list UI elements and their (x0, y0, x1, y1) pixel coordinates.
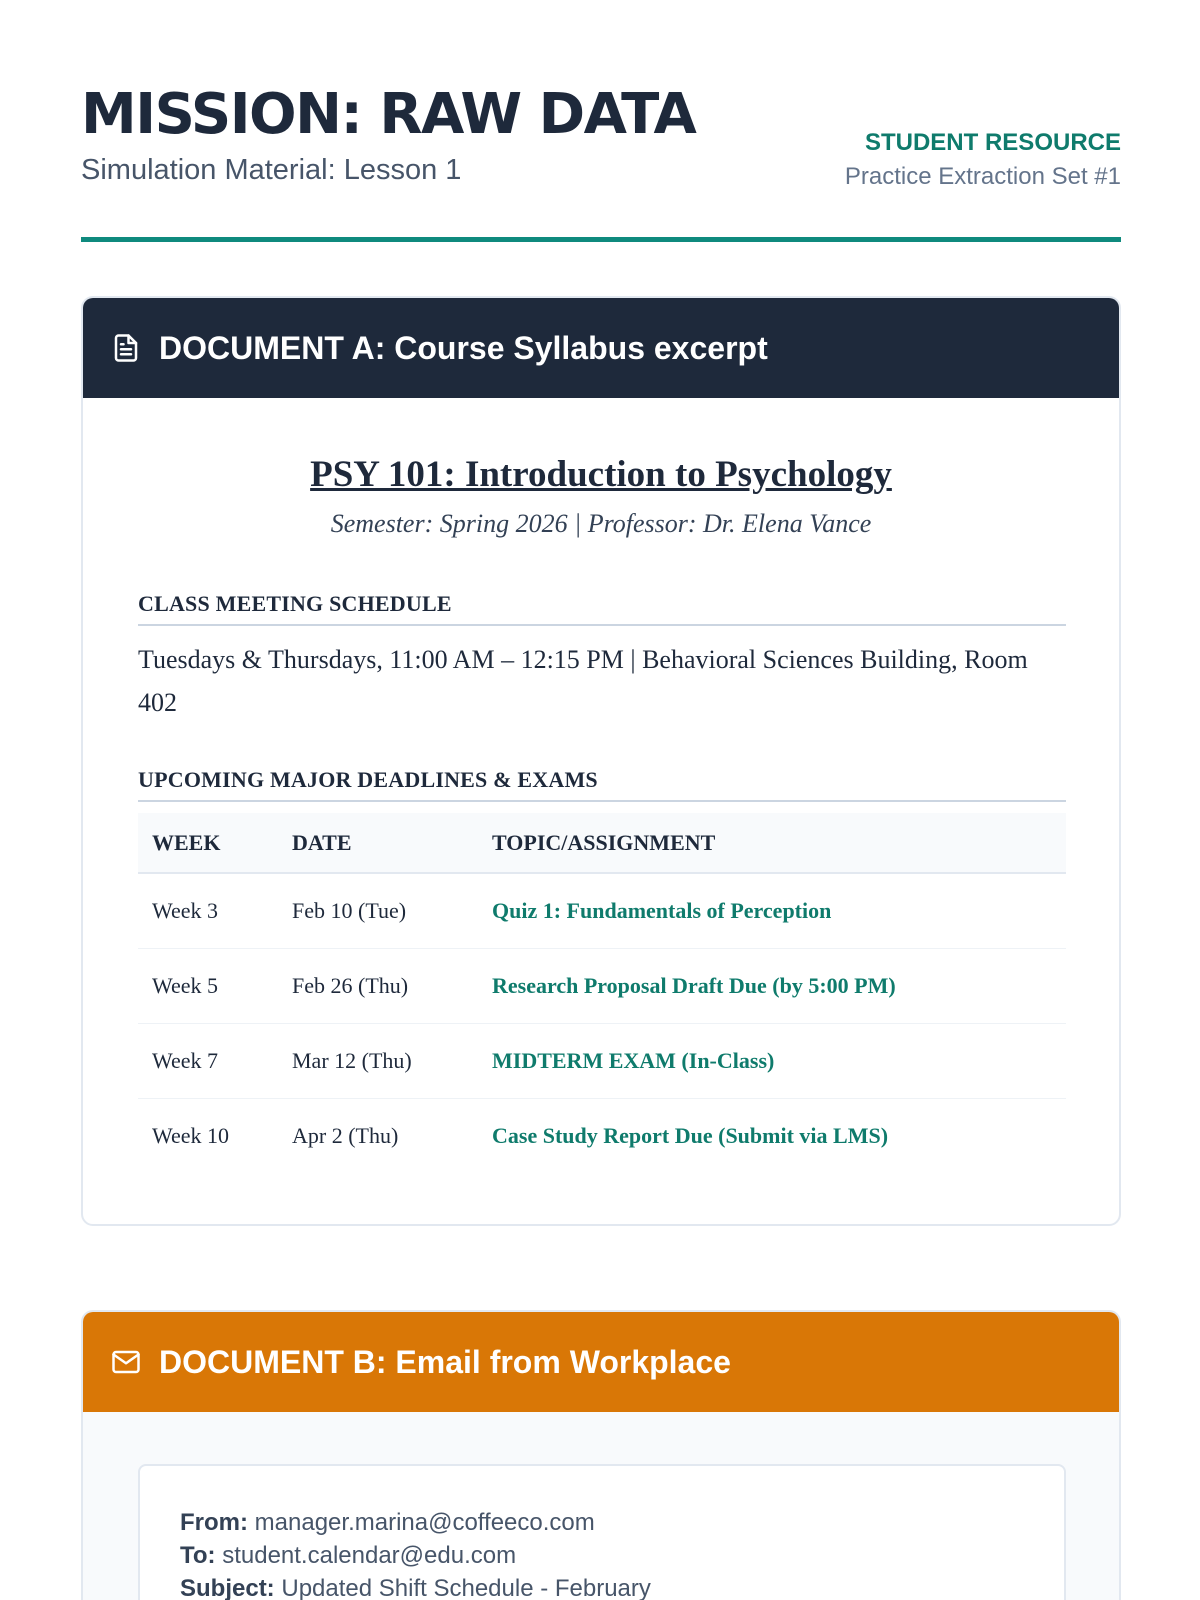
column-header-topic: TOPIC/ASSIGNMENT (478, 813, 1066, 873)
document-icon (111, 333, 141, 363)
email-from-value[interactable]: manager.marina@coffeeco.com (254, 1509, 595, 1536)
schedule-heading: CLASS MEETING SCHEDULE (138, 590, 1066, 626)
week-cell: Week 10 (152, 1122, 230, 1148)
email-to-label: To: (180, 1542, 216, 1569)
mail-icon (111, 1347, 141, 1377)
week-cell: Week 7 (138, 1023, 278, 1098)
email-box (138, 1464, 1066, 1600)
schedule-text: Tuesdays & Thursdays, 11:00 AM – 12:15 PM | Behavioral Sciences Building, Room 402 (138, 645, 1028, 717)
page-subtitle: Simulation Material: Lesson 1 (81, 154, 462, 186)
email-to (180, 1539, 1064, 1572)
date-cell: Mar 12 (Thu) (278, 1023, 478, 1098)
table-row (138, 873, 1066, 948)
week-cell: Week 3 (138, 873, 278, 948)
deadlines-table (138, 813, 1066, 1173)
resource-label: STUDENT RESOURCE (864, 129, 1121, 156)
email-subject-value: Updated Shift Schedule - February (281, 1575, 651, 1600)
table-row (138, 1098, 1066, 1173)
email-from (180, 1506, 1064, 1539)
document-a-header (83, 298, 1119, 398)
topic-cell: Case Study Report Due (Submit via LMS) (492, 1122, 889, 1148)
email-subject (180, 1572, 1064, 1600)
topic-cell: Quiz 1: Fundamentals of Perception (478, 873, 1066, 948)
document-a-title: DOCUMENT A: Course Syllabus excerpt (159, 329, 768, 366)
course-title: PSY 101: Introduction to Psychology (310, 454, 892, 495)
resource-subtitle: Practice Extraction Set #1 (844, 163, 1121, 190)
deadlines-heading: UPCOMING MAJOR DEADLINES & EXAMS (138, 766, 1066, 802)
table-row (138, 1023, 1066, 1098)
topic-cell: Research Proposal Draft Due (by 5:00 PM) (478, 948, 1066, 1023)
page-header (81, 0, 1121, 242)
document-a-card (81, 296, 1121, 1226)
document-b-header (83, 1312, 1119, 1412)
date-cell: Apr 2 (Thu) (292, 1122, 399, 1148)
email-subject-label: Subject: (180, 1575, 275, 1600)
date-cell: Feb 26 (Thu) (278, 948, 478, 1023)
column-header-date: DATE (278, 813, 478, 873)
email-to-value[interactable]: student.calendar@edu.com (222, 1542, 517, 1569)
topic-cell: MIDTERM EXAM (In-Class) (478, 1023, 1066, 1098)
page-title: MISSION: RAW DATA (81, 82, 696, 147)
column-header-week: WEEK (138, 813, 278, 873)
date-cell: Feb 10 (Tue) (278, 873, 478, 948)
email-from-label: From: (180, 1509, 248, 1536)
table-row (138, 948, 1066, 1023)
table-header-row (138, 813, 1066, 873)
document-b-card (81, 1310, 1121, 1600)
document-b-title: DOCUMENT B: Email from Workplace (159, 1343, 731, 1380)
course-meta: Semester: Spring 2026 | Professor: Dr. Elena Vance (330, 509, 872, 538)
week-cell: Week 5 (138, 948, 278, 1023)
